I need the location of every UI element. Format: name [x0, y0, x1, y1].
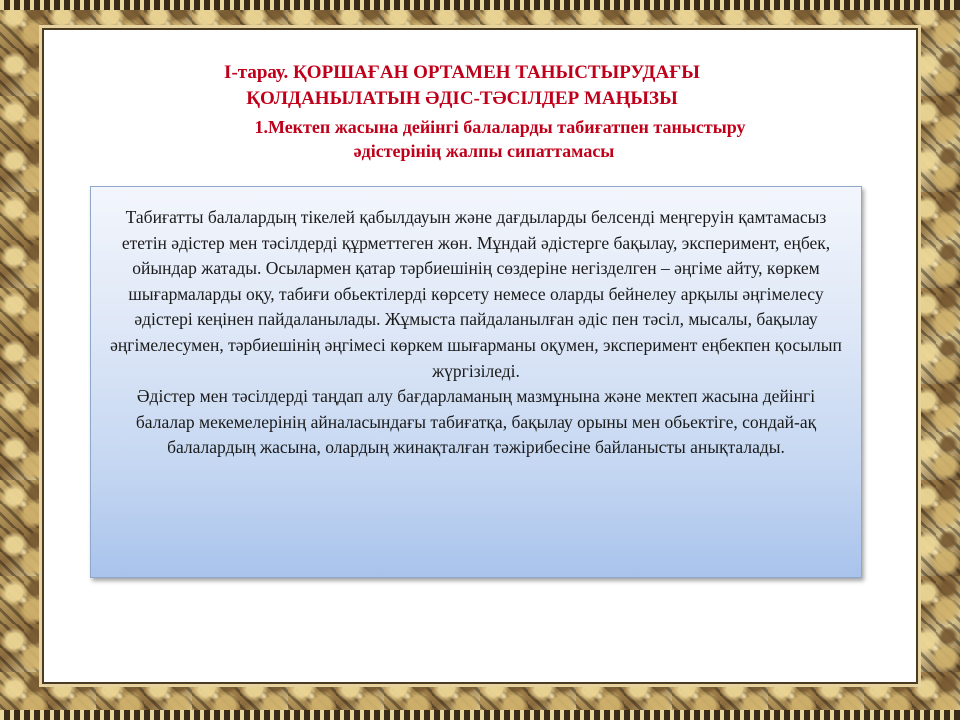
content-paragraph-2: Әдістер мен тәсілдерді таңдап алу бағдарламаның мазмұнына және мектеп жасына дейінгі балалар мекемелерінің айналасындағы табиғатқа, бақылау орыны мен обьектіге, сондай-ақ балалардың жасына, олардың жинақталған тәжірибесіне байланысты анықталады. [135, 386, 817, 458]
slide-title-line-1: І-тарау. ҚОРШАҒАН ОРТАМЕН ТАНЫСТЫРУДАҒЫ [224, 62, 700, 83]
slide-canvas [44, 30, 916, 682]
frame-border-bottom [0, 710, 960, 720]
content-textbox [90, 186, 862, 578]
slide-subtitle-line-1: 1.Мектеп жасына дейінгі балаларды табиғатпен таныстыру [254, 117, 746, 137]
slide-title-line-2: ҚОЛДАНЫЛАТЫН ӘДІС-ТӘСІЛДЕР МАҢЫЗЫ [246, 88, 678, 109]
frame-border-top [0, 0, 960, 10]
content-paragraph-1: Табиғатты балалардың тікелей қабылдауын және дағдыларды белсенді меңгеруін қамтамасыз ететін әдістер мен тәсілдерді құрметтеген жөн. Мұндай әдістерге бақылау, эксперимент, еңбек, ойындар жатады. Осылармен қатар тәрбиешінің сөздеріне негізделген – әңгіме айту, көркем шығармаларды оқу, табиғи обьектілерді көрсету немесе оларды бейнелеу арқылы әңгімелесу әдістері кеңінен пайдаланылады. Жұмыста пайдаланылған әдіс пен тәсіл, мысалы, бақылау әңгімелесумен, тәрбиешінің әңгімесі көркем шығарманы оқумен, эксперимент еңбекпен қосылып жүргізіледі. [110, 207, 842, 381]
slide-subtitle-line-2: әдістерінің жалпы сипаттамасы [353, 141, 615, 161]
